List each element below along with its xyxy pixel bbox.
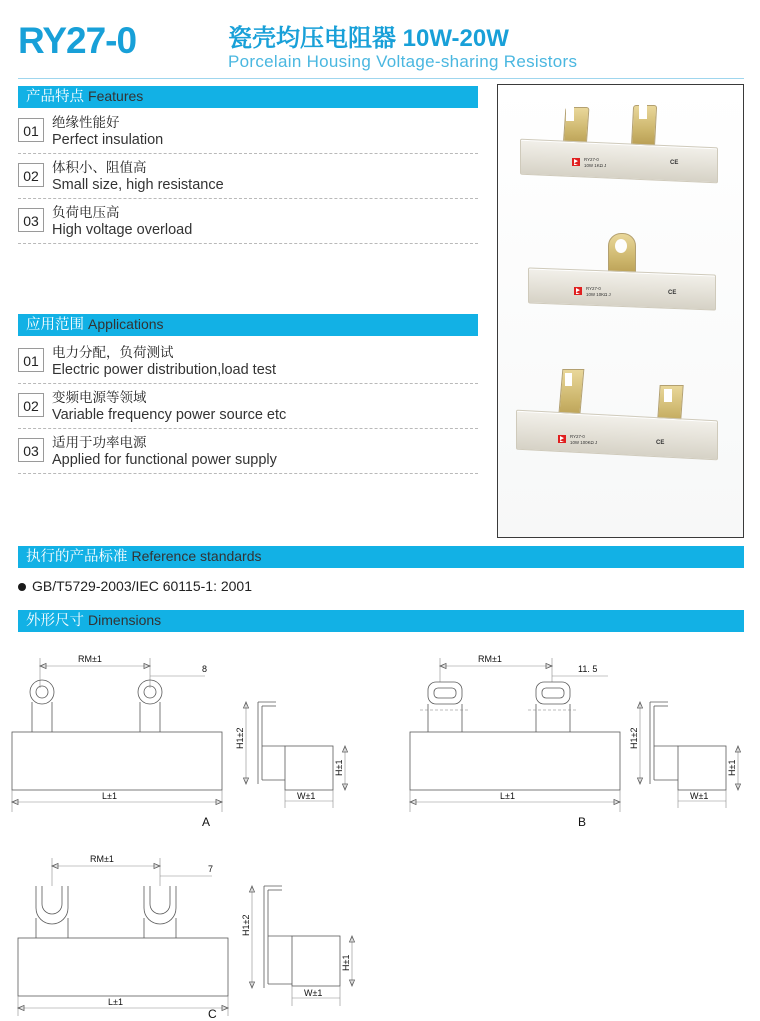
section-header-features: [18, 86, 478, 108]
item-text-cn: 负荷电压高: [52, 205, 120, 220]
page-header: [18, 14, 744, 76]
header-divider: [18, 78, 744, 79]
resistor-housing-2: [528, 267, 716, 310]
label-hole-b: 11. 5: [578, 664, 598, 674]
features-list: [18, 114, 478, 244]
brand-logo-icon: [572, 158, 580, 166]
label-pitch-b: RM±1: [478, 654, 502, 664]
dimension-drawings: [0, 636, 760, 1021]
item-number: 01: [18, 118, 44, 142]
applications-list: [18, 344, 478, 474]
applications-bar-cn: 应用范围: [26, 317, 84, 333]
item-text-en: Perfect insulation: [52, 132, 164, 148]
item-text-en: High voltage overload: [52, 222, 193, 238]
page-title: RY27-0: [18, 20, 137, 61]
list-item: [18, 344, 478, 384]
item-text-en: Applied for functional power supply: [52, 452, 277, 468]
terminal-hole-left: [565, 373, 572, 386]
brand-logo-icon: [574, 287, 582, 295]
item-divider: [18, 383, 478, 384]
item-number: 02: [18, 163, 44, 187]
list-item: [18, 114, 478, 154]
item-text-cn: 电力分配，负荷测试: [52, 345, 174, 360]
product-photo-panel: [497, 84, 744, 538]
figure-a-side-view: [235, 702, 348, 808]
label-h1-b: H1±2: [629, 727, 639, 749]
standards-bar-cn: 执行的产品标准: [26, 549, 128, 565]
ce-mark-icon: CE: [670, 160, 679, 166]
marking-line-2: 10W 100KΩ J: [570, 440, 598, 445]
item-divider: [18, 428, 478, 429]
standards-bar-en: Reference standards: [131, 548, 262, 564]
features-bar-cn: 产品特点: [26, 89, 84, 105]
standards-text-row: [18, 578, 252, 594]
label-hole-a: 8: [202, 664, 208, 674]
caption-c: C: [208, 1007, 217, 1021]
label-h-c: H±1: [341, 954, 351, 971]
figure-c-front-view: [18, 854, 228, 1021]
item-divider: [18, 243, 478, 244]
item-text-en: Electric power distribution,load test: [52, 362, 277, 378]
list-item: [18, 159, 478, 199]
section-header-dimensions: [18, 610, 744, 632]
label-w-a: W±1: [297, 791, 316, 801]
label-w-c: W±1: [304, 988, 323, 998]
applications-bar-en: Applications: [88, 316, 164, 332]
item-text-cn: 变频电源等领域: [52, 390, 147, 405]
terminal-hole-right: [664, 389, 672, 402]
item-number: 01: [18, 348, 44, 372]
marking-line-1: RY27-0: [570, 434, 585, 439]
marking-line-1: RY27-0: [584, 157, 599, 162]
label-length-b: L±1: [500, 791, 515, 801]
figure-c-side-view: [241, 886, 355, 1006]
product-photo-1: [520, 101, 725, 211]
item-text-cn: 体积小、阻值高: [52, 160, 147, 175]
ce-mark-icon: CE: [656, 440, 665, 446]
item-text-cn: 适用于功率电源: [52, 435, 147, 450]
label-h1-c: H1±2: [241, 914, 251, 936]
item-divider: [18, 473, 478, 474]
label-h-b: H±1: [727, 759, 737, 776]
item-text-en: Variable frequency power source etc: [52, 407, 287, 423]
terminal-slot-left: [566, 105, 574, 121]
product-photo-3: [516, 363, 731, 483]
label-w-b: W±1: [690, 791, 709, 801]
dimension-svg: [0, 636, 760, 1021]
figure-b-side-view: [629, 702, 741, 808]
features-bar-en: Features: [88, 88, 144, 104]
label-pitch-c: RM±1: [90, 854, 114, 864]
caption-a: A: [202, 815, 211, 829]
brand-logo-icon: [558, 435, 566, 443]
label-h1-a: H1±2: [235, 727, 245, 749]
list-item: [18, 434, 478, 474]
item-text-en: Small size, high resistance: [52, 177, 224, 193]
terminal-ring-hole: [615, 239, 627, 253]
label-hole-c: 7: [208, 864, 214, 874]
dimensions-bar-cn: 外形尺寸: [26, 613, 84, 629]
marking-line-1: RY27-0: [586, 286, 601, 291]
bullet-icon: [18, 583, 26, 591]
standards-text: GB/T5729-2003/IEC 60115-1: 2001: [32, 578, 253, 594]
marking-line-2: 10W 1KΩ J: [584, 163, 607, 168]
label-h-a: H±1: [334, 759, 344, 776]
item-number: 03: [18, 208, 44, 232]
item-number: 02: [18, 393, 44, 417]
figure-b-front-view: [410, 654, 620, 829]
resistor-housing-3: [516, 410, 718, 461]
label-length-a: L±1: [102, 791, 117, 801]
section-header-standards: [18, 546, 744, 568]
item-divider: [18, 153, 478, 154]
product-title-chinese: 瓷壳均压电阻器 10W-20W: [228, 25, 509, 52]
dimensions-bar-en: Dimensions: [88, 612, 162, 628]
terminal-slot-right: [639, 103, 647, 119]
list-item: [18, 389, 478, 429]
item-text-cn: 绝缘性能好: [52, 115, 120, 130]
marking-line-2: 10W 10KΩ J: [586, 292, 611, 297]
list-item: [18, 204, 478, 244]
figure-a-front-view: [12, 654, 222, 829]
product-photo-2: [528, 231, 728, 341]
caption-b: B: [578, 815, 587, 829]
item-divider: [18, 198, 478, 199]
product-title-english: Porcelain Housing Voltage-sharing Resistors: [228, 52, 578, 71]
label-length-c: L±1: [108, 997, 123, 1007]
ce-mark-icon: CE: [668, 290, 677, 296]
resistor-housing-1: [520, 139, 718, 184]
section-header-applications: [18, 314, 478, 336]
label-pitch-a: RM±1: [78, 654, 102, 664]
item-number: 03: [18, 438, 44, 462]
